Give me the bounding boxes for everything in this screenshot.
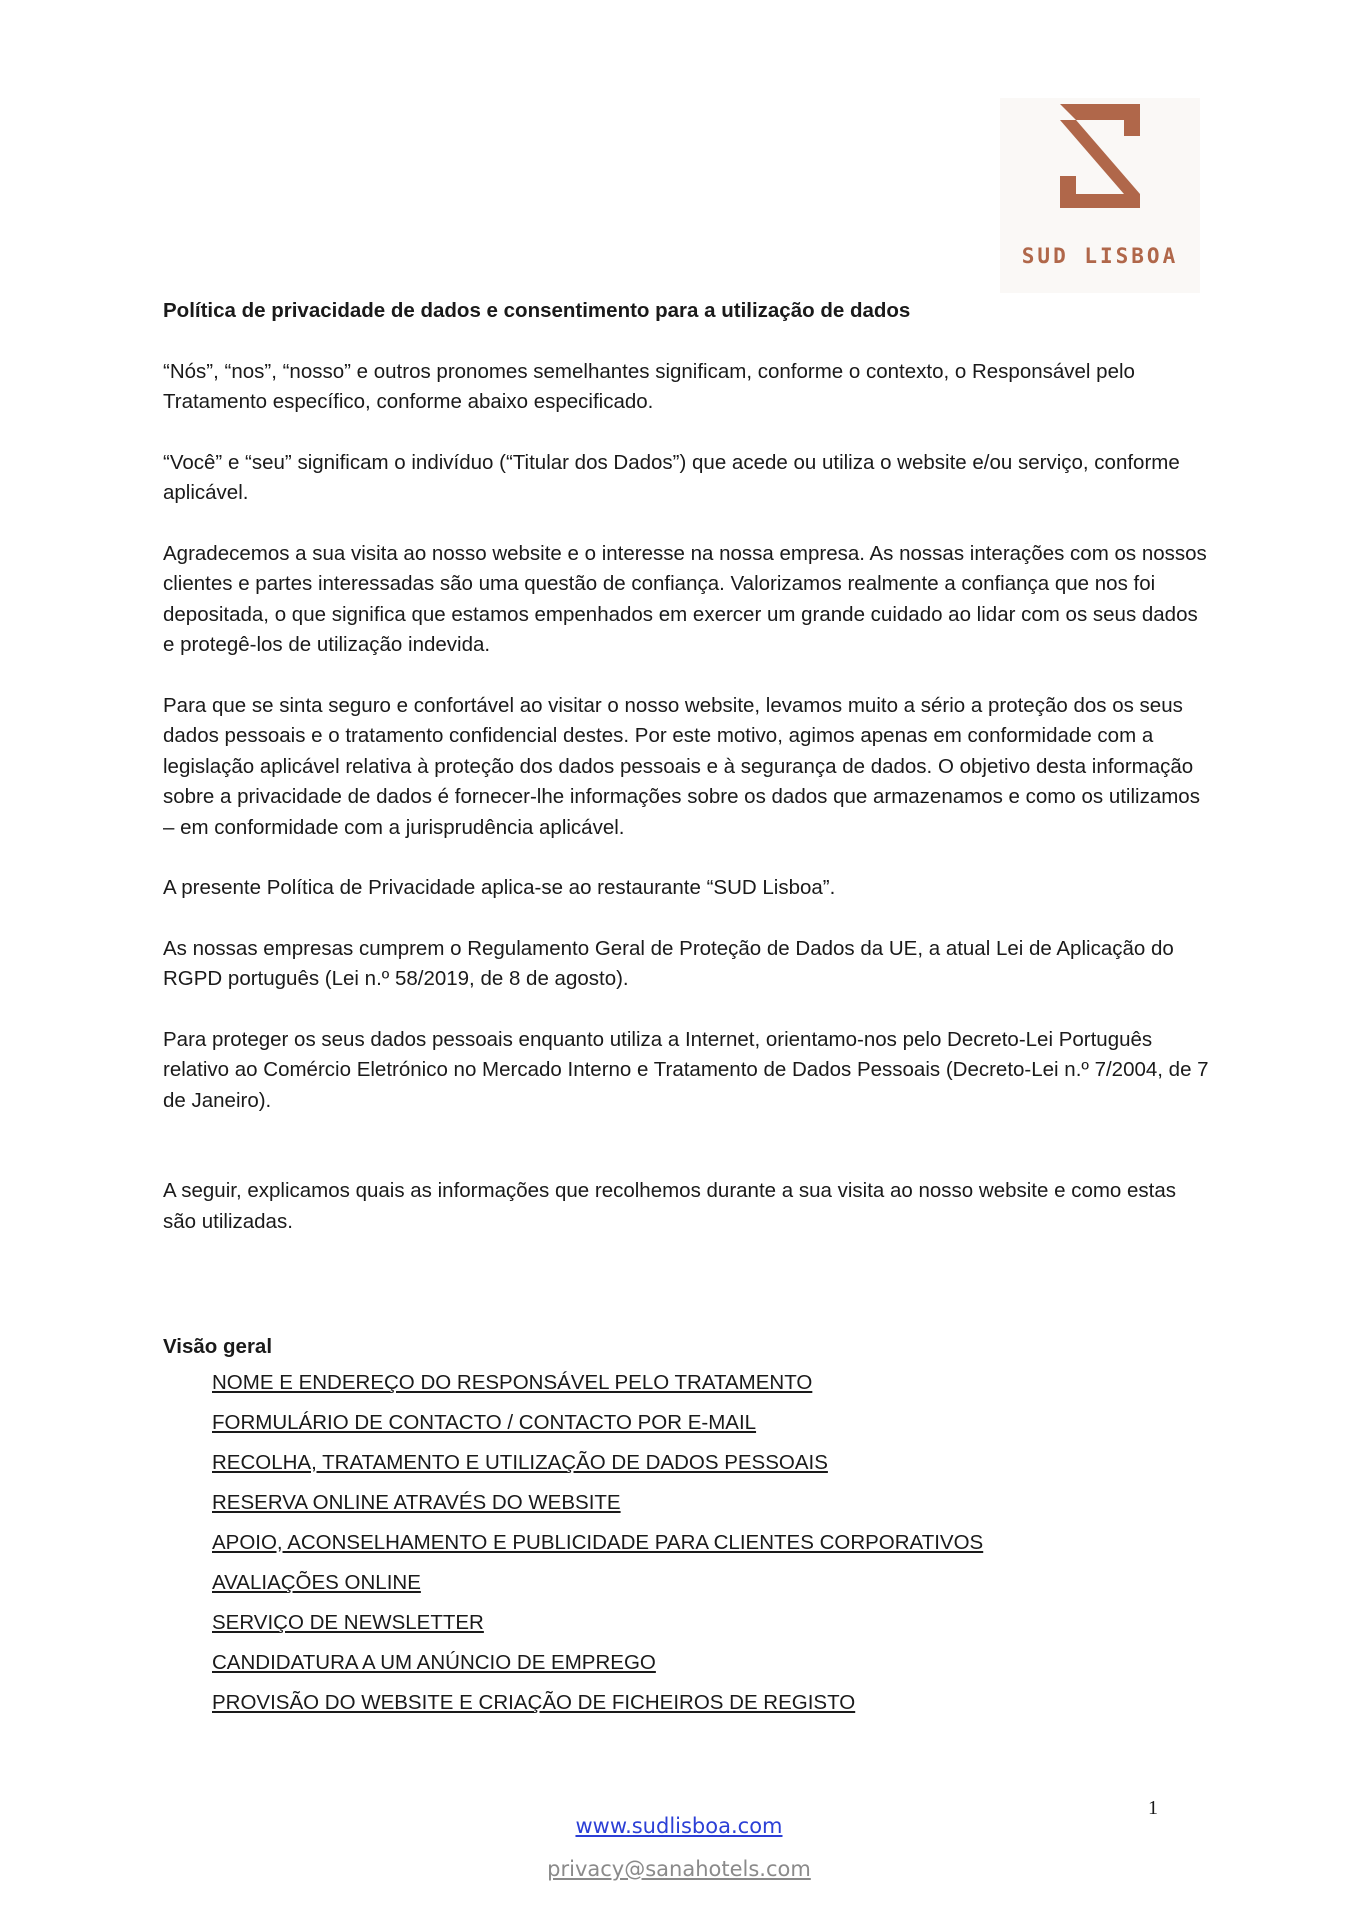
overview-link-online-booking[interactable]: RESERVA ONLINE ATRAVÉS DO WEBSITE bbox=[212, 1490, 621, 1514]
paragraph: As nossas empresas cumprem o Regulamento Geral de Proteção de Dados da UE, a atual Lei de Aplicação do RGPD português (Lei n.º 58/2019, de 8 de agosto). bbox=[163, 936, 1174, 990]
overview-item bbox=[212, 1643, 1213, 1683]
document-title: Política de privacidade de dados e consentimento para a utilização de dados bbox=[163, 299, 911, 322]
overview-link-corporate-clients[interactable]: APOIO, ACONSELHAMENTO E PUBLICIDADE PARA CLIENTES CORPORATIVOS bbox=[212, 1530, 984, 1554]
paragraph: “Nós”, “nos”, “nosso” e outros pronomes semelhantes significam, conforme o contexto, o Responsável pelo Tratamento específico, conforme abaixo especificado. bbox=[163, 359, 1135, 413]
page-number: 1 bbox=[1148, 1797, 1158, 1819]
overview-item bbox=[212, 1443, 1213, 1483]
overview-item bbox=[212, 1403, 1213, 1443]
overview-link-online-reviews[interactable]: AVALIAÇÕES ONLINE bbox=[212, 1570, 421, 1594]
paragraph: Agradecemos a sua visita ao nosso website e o interesse na nossa empresa. As nossas interações com os nossos clientes e partes interessadas são uma questão de confiança. Valorizamos realmente a confiança que nos foi depositada, o que significa que estamos empenhados em exercer um grande cuidado ao lidar com os seus dados e protegê-los de utilização indevida. bbox=[163, 541, 1207, 656]
paragraph: A seguir, explicamos quais as informações que recolhemos durante a sua visita ao nosso website e como estas são utilizadas. bbox=[163, 1179, 1177, 1233]
brand-logo bbox=[1000, 98, 1200, 293]
footer-email-link[interactable]: privacy@sanahotels.com bbox=[547, 1857, 811, 1881]
overview-item bbox=[212, 1683, 1213, 1723]
overview-link-log-files[interactable]: PROVISÃO DO WEBSITE E CRIAÇÃO DE FICHEIROS DE REGISTO bbox=[212, 1690, 856, 1714]
paragraph: Para proteger os seus dados pessoais enquanto utiliza a Internet, orientamo-nos pelo Decreto-Lei Português relativo ao Comércio Eletrónico no Mercado Interno e Tratamento de Dados Pessoais (Decreto-Lei n.º 7/2004, de 7 de Janeiro). bbox=[163, 1027, 1209, 1112]
overview-item bbox=[212, 1603, 1213, 1643]
logo-wordmark: SUD LISBOA bbox=[1021, 244, 1179, 268]
overview-link-newsletter[interactable]: SERVIÇO DE NEWSLETTER bbox=[212, 1610, 484, 1634]
overview-item bbox=[212, 1523, 1213, 1563]
overview-item bbox=[212, 1483, 1213, 1523]
footer-website-link[interactable]: www.sudlisboa.com bbox=[575, 1814, 783, 1838]
paragraph: Para que se sinta seguro e confortável ao visitar o nosso website, levamos muito a sério a proteção dos os seus dados pessoais e o tratamento confidencial destes. Por este motivo, agimos apenas em conformidade com a legislação aplicável relativa à proteção dos dados pessoais e à segurança de dados. O objetivo desta informação sobre a privacidade de dados é fornecer-lhe informações sobre os dados que armazenamos e como os utilizamos – em conformidade com a jurisprudência aplicável. bbox=[163, 693, 1200, 839]
overview-item bbox=[212, 1563, 1213, 1603]
overview-link-job-application[interactable]: CANDIDATURA A UM ANÚNCIO DE EMPREGO bbox=[212, 1650, 656, 1674]
document-body bbox=[163, 296, 1213, 1723]
overview-heading: Visão geral bbox=[163, 1335, 273, 1358]
overview-item bbox=[212, 1363, 1213, 1403]
overview-list bbox=[163, 1363, 1213, 1723]
overview-link-data-collection[interactable]: RECOLHA, TRATAMENTO E UTILIZAÇÃO DE DADOS PESSOAIS bbox=[212, 1450, 828, 1474]
paragraph: “Você” e “seu” significam o indivíduo (“Titular dos Dados”) que acede ou utiliza o website e/ou serviço, conforme aplicável. bbox=[163, 450, 1180, 504]
overview-link-controller[interactable]: NOME E ENDEREÇO DO RESPONSÁVEL PELO TRATAMENTO bbox=[212, 1370, 813, 1394]
paragraph: A presente Política de Privacidade aplica-se ao restaurante “SUD Lisboa”. bbox=[163, 876, 836, 899]
overview-link-contact-form[interactable]: FORMULÁRIO DE CONTACTO / CONTACTO POR E-MAIL bbox=[212, 1410, 757, 1434]
